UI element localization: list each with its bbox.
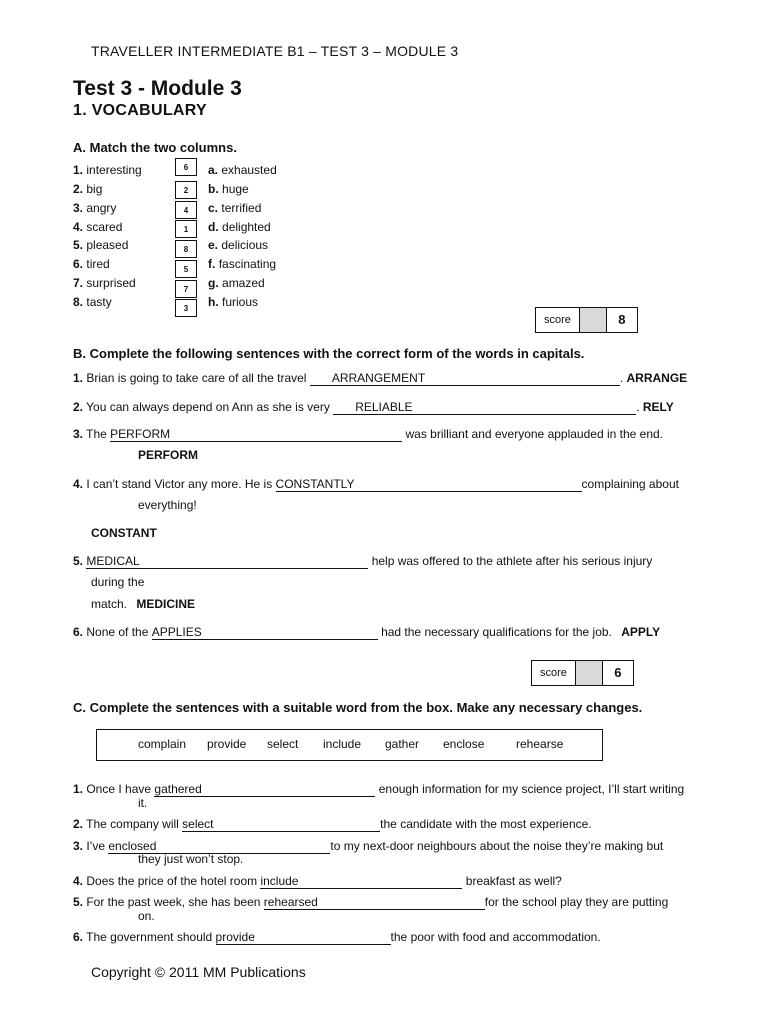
c-answer-4[interactable]: include xyxy=(260,875,462,889)
b-cont2-5: match. MEDICINE xyxy=(91,597,196,611)
b-sentence-6: 6. None of the APPLIES had the necessary qualifications for the job. APPLY xyxy=(73,625,661,639)
section-a-title: A. Match the two columns. xyxy=(73,140,237,155)
b-sentence-2: 2. You can always depend on Ann as she is very RELIABLE . RELY xyxy=(73,400,674,414)
match-left-item: 1. interesting xyxy=(73,163,142,177)
b-answer-5[interactable]: MEDICAL xyxy=(86,555,368,569)
c-cont-5: on. xyxy=(138,909,155,923)
match-left-item: 3. angry xyxy=(73,201,117,215)
match-answer-box[interactable]: 5 xyxy=(175,260,197,278)
c-cont-3: they just won’t stop. xyxy=(138,852,244,866)
word-box-item: include xyxy=(323,737,362,751)
c-sentence-4: 4. Does the price of the hotel room include breakfast as well? xyxy=(73,874,562,888)
c-sentence-1: 1. Once I have gathered enough information for my science project, I’ll start writing xyxy=(73,782,685,796)
c-cont-1: it. xyxy=(138,796,148,810)
c-answer-6[interactable]: provide xyxy=(216,931,391,945)
match-right-item: f. fascinating xyxy=(208,257,277,271)
section-c-title: C. Complete the sentences with a suitable word from the box. Make any necessary changes. xyxy=(73,700,643,715)
b-answer-1[interactable]: ARRANGEMENT xyxy=(310,372,620,386)
b-cap-4: CONSTANT xyxy=(91,526,157,540)
c-answer-2[interactable]: select xyxy=(182,818,380,832)
score-box-b xyxy=(531,660,634,686)
score-value: 6 xyxy=(614,665,622,680)
word-box-item: select xyxy=(267,737,299,751)
b-answer-3[interactable]: PERFORM xyxy=(110,428,402,442)
word-box-item: complain xyxy=(138,737,187,751)
b-answer-2[interactable]: RELIABLE xyxy=(333,401,636,415)
match-left-item: 5. pleased xyxy=(73,238,129,252)
match-left-item: 8. tasty xyxy=(73,295,112,309)
match-answer-box[interactable]: 4 xyxy=(175,201,197,219)
b-sentence-5: 5. MEDICAL help was offered to the athlete after his serious injury xyxy=(73,554,653,568)
b-cap-3: PERFORM xyxy=(138,448,198,462)
match-right-item: b. huge xyxy=(208,182,249,196)
b-cont-4: everything! xyxy=(138,498,197,512)
copyright-footer: Copyright © 2011 MM Publications xyxy=(91,964,306,980)
section-b-title: B. Complete the following sentences with the correct form of the words in capitals. xyxy=(73,346,585,361)
match-answer-box[interactable]: 7 xyxy=(175,280,197,298)
word-box-item: gather xyxy=(385,737,420,751)
page-header: TRAVELLER INTERMEDIATE B1 – TEST 3 – MODULE 3 xyxy=(91,43,459,59)
match-answer-box[interactable]: 8 xyxy=(175,240,197,258)
word-box-item: provide xyxy=(207,737,247,751)
b-answer-6[interactable]: APPLIES xyxy=(152,626,378,640)
match-right-item: e. delicious xyxy=(208,238,269,252)
c-answer-1[interactable]: gathered xyxy=(154,783,375,797)
score-blank xyxy=(580,308,607,332)
section-heading: 1. VOCABULARY xyxy=(73,102,207,119)
c-sentence-6: 6. The government should provide the poor with food and accommodation. xyxy=(73,930,601,944)
b-sentence-1: 1. Brian is going to take care of all the travel ARRANGEMENT . ARRANGE xyxy=(73,371,688,385)
match-answer-box[interactable]: 3 xyxy=(175,299,197,317)
c-answer-5[interactable]: rehearsed xyxy=(264,896,485,910)
match-left-item: 6. tired xyxy=(73,257,110,271)
b-cont-5: during the xyxy=(91,575,145,589)
score-box-a xyxy=(535,307,638,333)
match-left-item: 2. big xyxy=(73,182,103,196)
score-blank xyxy=(576,661,603,685)
page-title: Test 3 - Module 3 xyxy=(73,77,242,100)
score-value: 8 xyxy=(618,312,626,327)
c-answer-3[interactable]: enclosed xyxy=(108,840,330,854)
match-right-item: g. amazed xyxy=(208,276,265,290)
b-sentence-3: 3. The PERFORM was brilliant and everyone applauded in the end. xyxy=(73,427,664,441)
c-sentence-2: 2. The company will select the candidate with the most experience. xyxy=(73,817,592,831)
match-answer-box[interactable]: 2 xyxy=(175,181,197,199)
word-box-item: rehearse xyxy=(516,737,564,751)
b-sentence-4: 4. I can’t stand Victor any more. He is CONSTANTLY complaining about xyxy=(73,477,679,491)
score-label: score xyxy=(536,308,580,332)
match-right-item: d. delighted xyxy=(208,220,271,234)
match-right-item: h. furious xyxy=(208,295,259,309)
match-left-item: 7. surprised xyxy=(73,276,136,290)
word-box-item: enclose xyxy=(443,737,485,751)
match-answer-box[interactable]: 6 xyxy=(175,158,197,176)
c-sentence-5: 5. For the past week, she has been rehearsed for the school play they are putting xyxy=(73,895,669,909)
match-right-item: c. terrified xyxy=(208,201,262,215)
c-sentence-3: 3. I’ve enclosed to my next-door neighbours about the noise they’re making but xyxy=(73,839,664,853)
match-left-item: 4. scared xyxy=(73,220,123,234)
word-box xyxy=(96,729,603,761)
b-answer-4[interactable]: CONSTANTLY xyxy=(276,478,582,492)
match-right-item: a. exhausted xyxy=(208,163,277,177)
match-answer-box[interactable]: 1 xyxy=(175,220,197,238)
score-label: score xyxy=(532,661,576,685)
